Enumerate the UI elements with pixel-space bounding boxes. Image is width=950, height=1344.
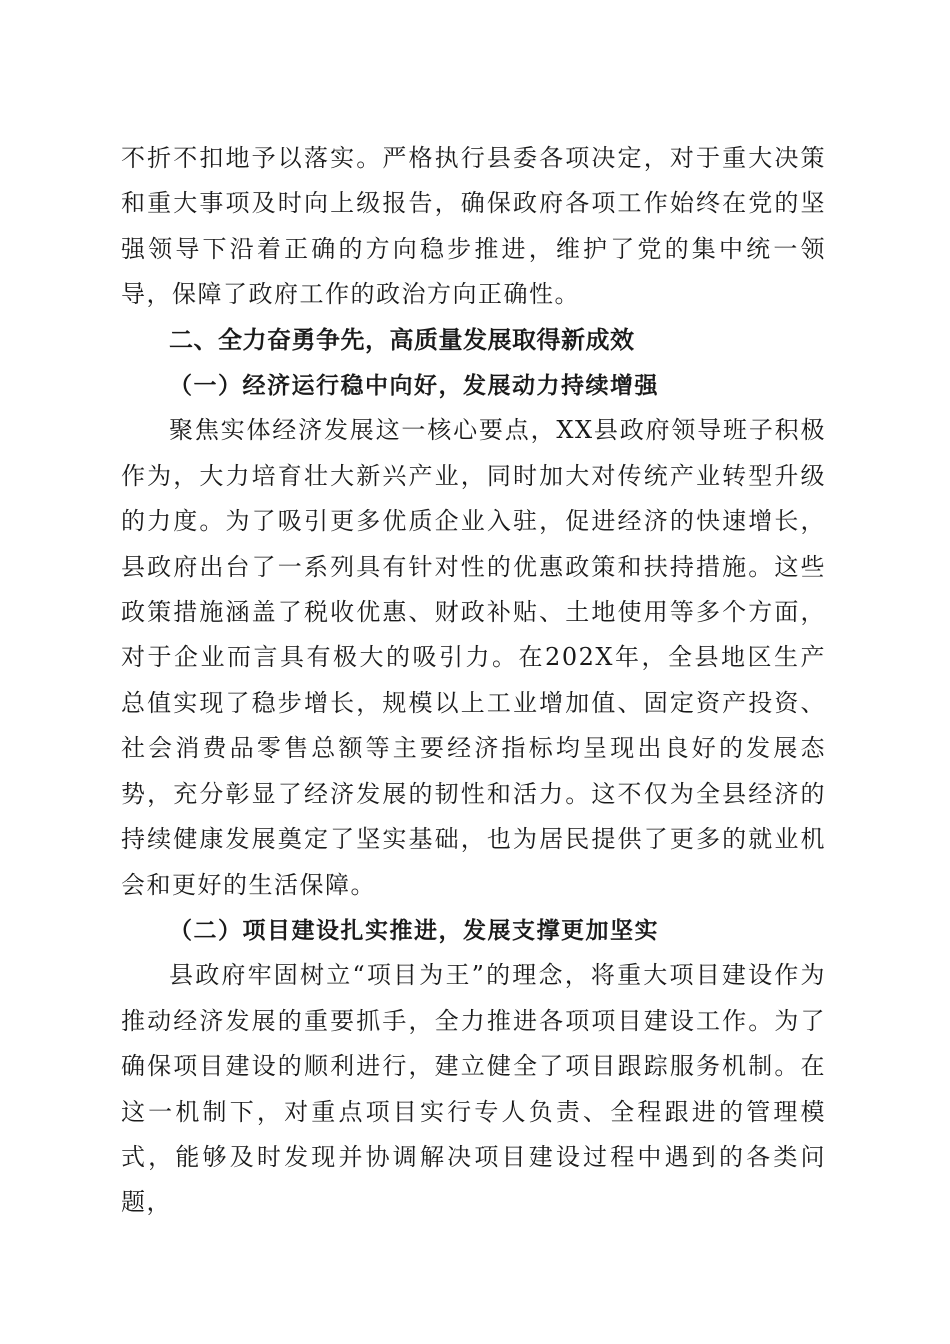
paragraph-continuation: 不折不扣地予以落实。严格执行县委各项决定，对于重大决策和重大事项及时向上级报告，确保政府各项工作始终在党的坚强领导下沿着正确的方向稳步推进，维护了党的集中统一领导，保障了政府工作的政治方向正确性。 — [121, 144, 826, 309]
paragraph-projects: 县政府牢固树立“项目为王”的理念，将重大项目建设作为推动经济发展的重要抓手，全力推进各项项目建设工作。为了确保项目建设的顺利进行，建立健全了项目跟踪服务机制。在这一机制下，对重点项目实行专人负责、全程跟进的管理模式，能够及时发现并协调解决项目建设过程中遇到的各类问题， — [121, 961, 826, 1217]
subsection-heading-1: （一）经济运行稳中向好，发展动力持续增强 — [169, 372, 659, 400]
section-heading: 二、全力奋勇争先，高质量发展取得新成效 — [169, 325, 635, 354]
paragraph-economy: 聚焦实体经济发展这一核心要点，XX县政府领导班子积极作为，大力培育壮大新兴产业，同时加大对传统产业转型升级的力度。为了吸引更多优质企业入驻，促进经济的快速增长，县政府出台了一系列具有针对性的优惠政策和扶持措施。这些政策措施涵盖了税收优惠、财政补贴、土地使用等多个方面，对于企业而言具有极大的吸引力。在202X年，全县地区生产总值实现了稳步增长，规模以上工业增加值、固定资产投资、社会消费品零售总额等主要经济指标均呈现出良好的发展态势，充分彰显了经济发展的韧性和活力。这不仅为全县经济的持续健康发展奠定了坚实基础，也为居民提供了更多的就业机会和更好的生活保障。 — [121, 416, 826, 899]
document-page — [121, 136, 826, 1226]
subsection-heading-2: （二）项目建设扎实推进，发展支撑更加坚实 — [169, 916, 659, 944]
